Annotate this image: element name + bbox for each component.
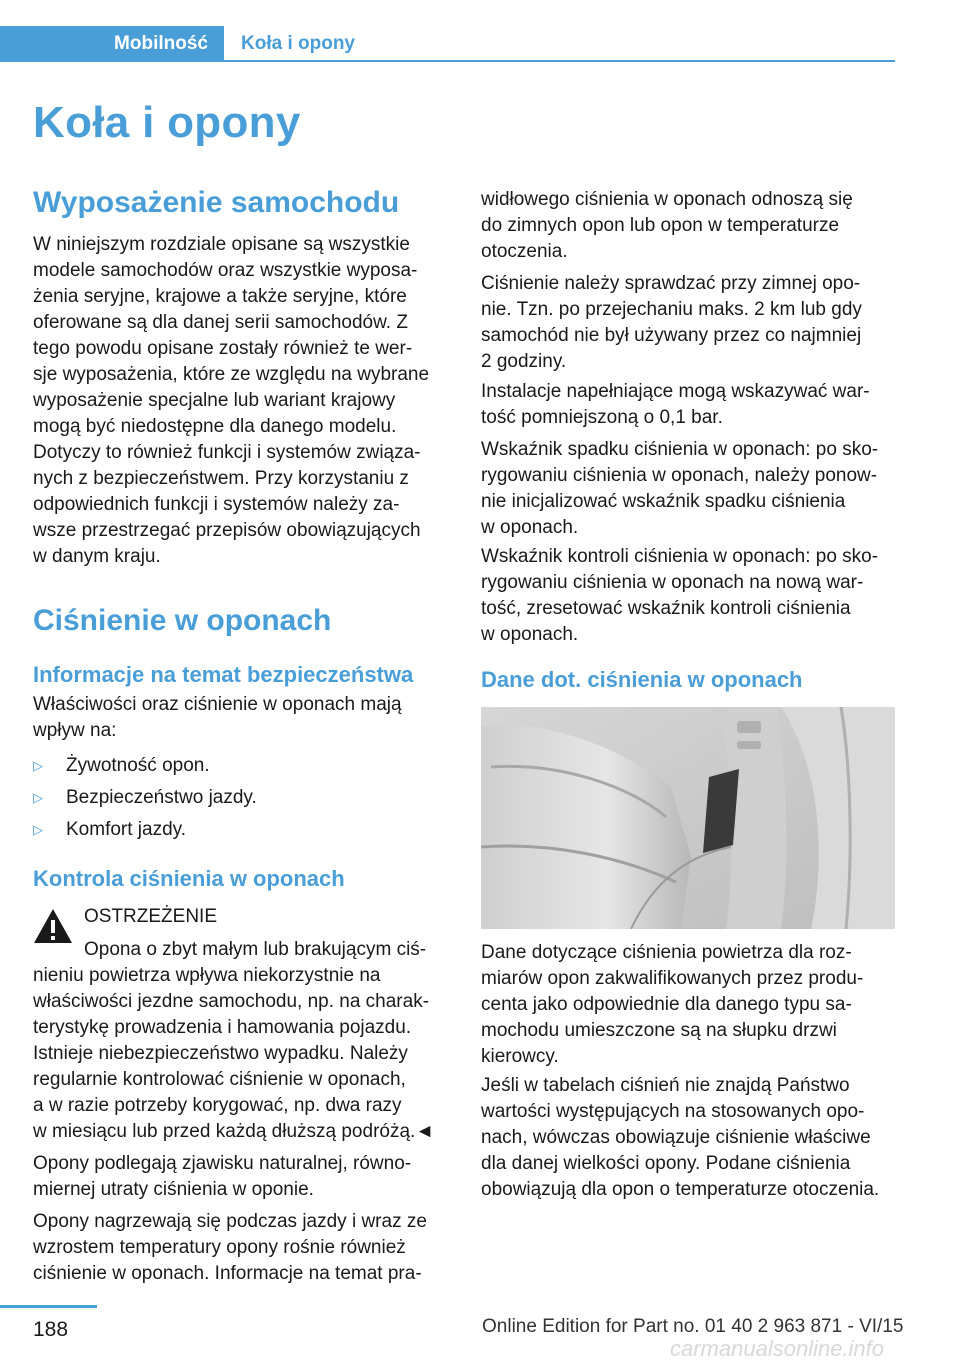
header-tab-mobility[interactable] (0, 26, 224, 62)
text-line: centa jako odpowiednie dla danego typu sa- (481, 994, 852, 1015)
text-line: nie inicjalizować wskaźnik spadku ciśnienia (481, 491, 846, 512)
text-line: kierowcy. (481, 1046, 559, 1067)
text-line: nieniu powietrza wpływa niekorzystnie na (33, 965, 381, 986)
pressure-drop-indicator-paragraph (481, 437, 901, 541)
text-line: rygowaniu ciśnienia w oponach, należy ponow- (481, 465, 878, 486)
text-line: terystykę prowadzenia i hamowania pojazdu. (33, 1017, 412, 1038)
text-line: rygowaniu ciśnienia w oponach na nową war- (481, 572, 864, 593)
text-line: miarów opon zakwalifikowanych przez produ- (481, 968, 864, 989)
text-line: regularnie kontrolować ciśnienie w oponach, (33, 1069, 406, 1090)
list-item (33, 814, 257, 846)
text-line: Właściwości oraz ciśnienie w oponach mają (33, 694, 402, 715)
influence-list (33, 750, 257, 846)
warning-triangle-icon (33, 907, 73, 945)
text-line: odpowiednich funkcji i systemów należy za- (33, 494, 400, 515)
triangle-bullet-icon: ▷ (33, 758, 43, 773)
subheading-pressure-check: Kontrola ciśnienia w oponach (33, 866, 345, 891)
list-item (33, 782, 257, 814)
text-line: ciśnienie w oponach. Informacje na temat pra- (33, 1263, 422, 1284)
text-line: nach, wówczas obowiązuje ciśnienie właściwe (481, 1127, 871, 1148)
text-line: oferowane są dla danej serii samochodów. Z (33, 312, 408, 333)
list-item (33, 750, 257, 782)
list-item-text: Komfort jazdy. (66, 819, 187, 840)
text-line: modele samochodów oraz wszystkie wyposa- (33, 260, 418, 281)
text-line: właściwości jezdne samochodu, np. na charak- (33, 991, 430, 1012)
subheading-pressure-data: Dane dot. ciśnienia w oponach (481, 667, 803, 692)
pressure-data-paragraph (481, 940, 901, 1070)
list-item-text: Bezpieczeństwo jazdy. (66, 787, 257, 808)
text-line: sje wyposażenia, które ze względu na wybrane (33, 364, 430, 385)
door-pillar-illustration (481, 707, 895, 929)
text-line: Wskaźnik kontroli ciśnienia w oponach: po sko- (481, 546, 879, 567)
pressure-tables-paragraph (481, 1073, 901, 1203)
text-line: tego powodu opisane zostały również te wer- (33, 338, 413, 359)
text-line: wyposażenie specjalne lub wariant krajowy (33, 390, 396, 411)
section-heading-tyre-pressure: Ciśnienie w oponach (33, 604, 332, 637)
list-item-text: Żywotność opon. (66, 755, 210, 776)
text-line: W niniejszym rozdziale opisane są wszystkie (33, 234, 410, 255)
text-line: otoczenia. (481, 241, 568, 262)
text-line: wsze przestrzegać przepisów obowiązujących (33, 520, 421, 541)
text-line: dla danej wielkości opony. Podane ciśnienia (481, 1153, 851, 1174)
text-line: w oponach. (481, 624, 579, 645)
text-line: Istnieje niebezpieczeństwo wypadku. Należy (33, 1043, 408, 1064)
text-line: w oponach. (481, 517, 579, 538)
warning-body (33, 963, 453, 1145)
text-line: w miesiącu lub przed każdą dłuższą podróżą.◄ (33, 1121, 435, 1142)
text-line: widłowego ciśnienia w oponach odnoszą się (481, 189, 853, 210)
subheading-safety-info: Informacje na temat bezpieczeństwa (33, 662, 414, 687)
triangle-bullet-icon: ▷ (33, 790, 43, 805)
text-line: 2 godziny. (481, 351, 567, 372)
text-line: samochód nie był używany przez co najmniej (481, 325, 862, 346)
section-heading-equipment: Wyposażenie samochodu (33, 186, 400, 219)
edition-info: Online Edition for Part no. 01 40 2 963 871 - VI/15 (482, 1316, 904, 1337)
text-line: Opony podlegają zjawisku naturalnej, równo- (33, 1153, 412, 1174)
text-line: wartości występujących na stosowanych opo- (481, 1101, 865, 1122)
pressure-monitor-paragraph (481, 544, 901, 648)
warning-first-line: Opona o zbyt małym lub brakującym ciś- (84, 939, 427, 960)
triangle-bullet-icon: ▷ (33, 822, 43, 837)
text-line: obowiązują dla opon o temperaturze otoczenia. (481, 1179, 880, 1200)
text-line: wpływ na: (33, 720, 117, 741)
text-line: nych z bezpieczeństwem. Przy korzystaniu z (33, 468, 409, 489)
text-line: Wskaźnik spadku ciśnienia w oponach: po sko- (481, 439, 879, 460)
pressure-loss-paragraph (33, 1151, 453, 1203)
text-line: a w razie potrzeby korygować, np. dwa razy (33, 1095, 402, 1116)
header-rule (0, 60, 895, 62)
warning-title: OSTRZEŻENIE (84, 906, 218, 927)
chapter-title: Koła i opony (33, 98, 301, 147)
text-line: tość pomniejszoną o 0,1 bar. (481, 407, 723, 428)
filling-devices-paragraph (481, 379, 901, 431)
text-line: tość, zresetować wskaźnik kontroli ciśnienia (481, 598, 851, 619)
text-line: Jeśli w tabelach ciśnień nie znajdą Państwo (481, 1075, 850, 1096)
watermark: carmanualsonline.info (670, 1336, 885, 1361)
text-line: Ciśnienie należy sprawdzać przy zimnej opo- (481, 273, 861, 294)
equipment-paragraph (33, 232, 453, 570)
safety-paragraph (33, 692, 402, 744)
text-line: mogą być niedostępne dla danego modelu. (33, 416, 397, 437)
text-line: Dane dotyczące ciśnienia powietrza dla roz- (481, 942, 852, 963)
page-number: 188 (33, 1318, 69, 1341)
text-line: nie. Tzn. po przejechaniu maks. 2 km lub gdy (481, 299, 862, 320)
text-line: miernej utraty ciśnienia w oponie. (33, 1179, 314, 1200)
header-tab-mobility-label: Mobilność (114, 33, 208, 54)
footer-rule (0, 1305, 97, 1308)
text-line: Instalacje napełniające mogą wskazywać war- (481, 381, 870, 402)
continued-paragraph (481, 187, 901, 265)
text-line: Opony nagrzewają się podczas jazdy i wraz ze (33, 1211, 427, 1232)
text-line: Dotyczy to również funkcji i systemów związa- (33, 442, 421, 463)
running-header (0, 26, 895, 62)
heating-paragraph (33, 1209, 453, 1287)
text-line: wzrostem temperatury opony rośnie również (33, 1237, 406, 1258)
text-line: w danym kraju. (33, 546, 161, 567)
text-line: żenia seryjne, krajowe a także seryjne, które (33, 286, 407, 307)
cold-check-paragraph (481, 271, 901, 375)
header-tab-wheels-tyres[interactable]: Koła i opony (241, 33, 355, 54)
text-line: mochodu umieszczone są na słupku drzwi (481, 1020, 837, 1041)
text-line: do zimnych opon lub opon w temperaturze (481, 215, 840, 236)
